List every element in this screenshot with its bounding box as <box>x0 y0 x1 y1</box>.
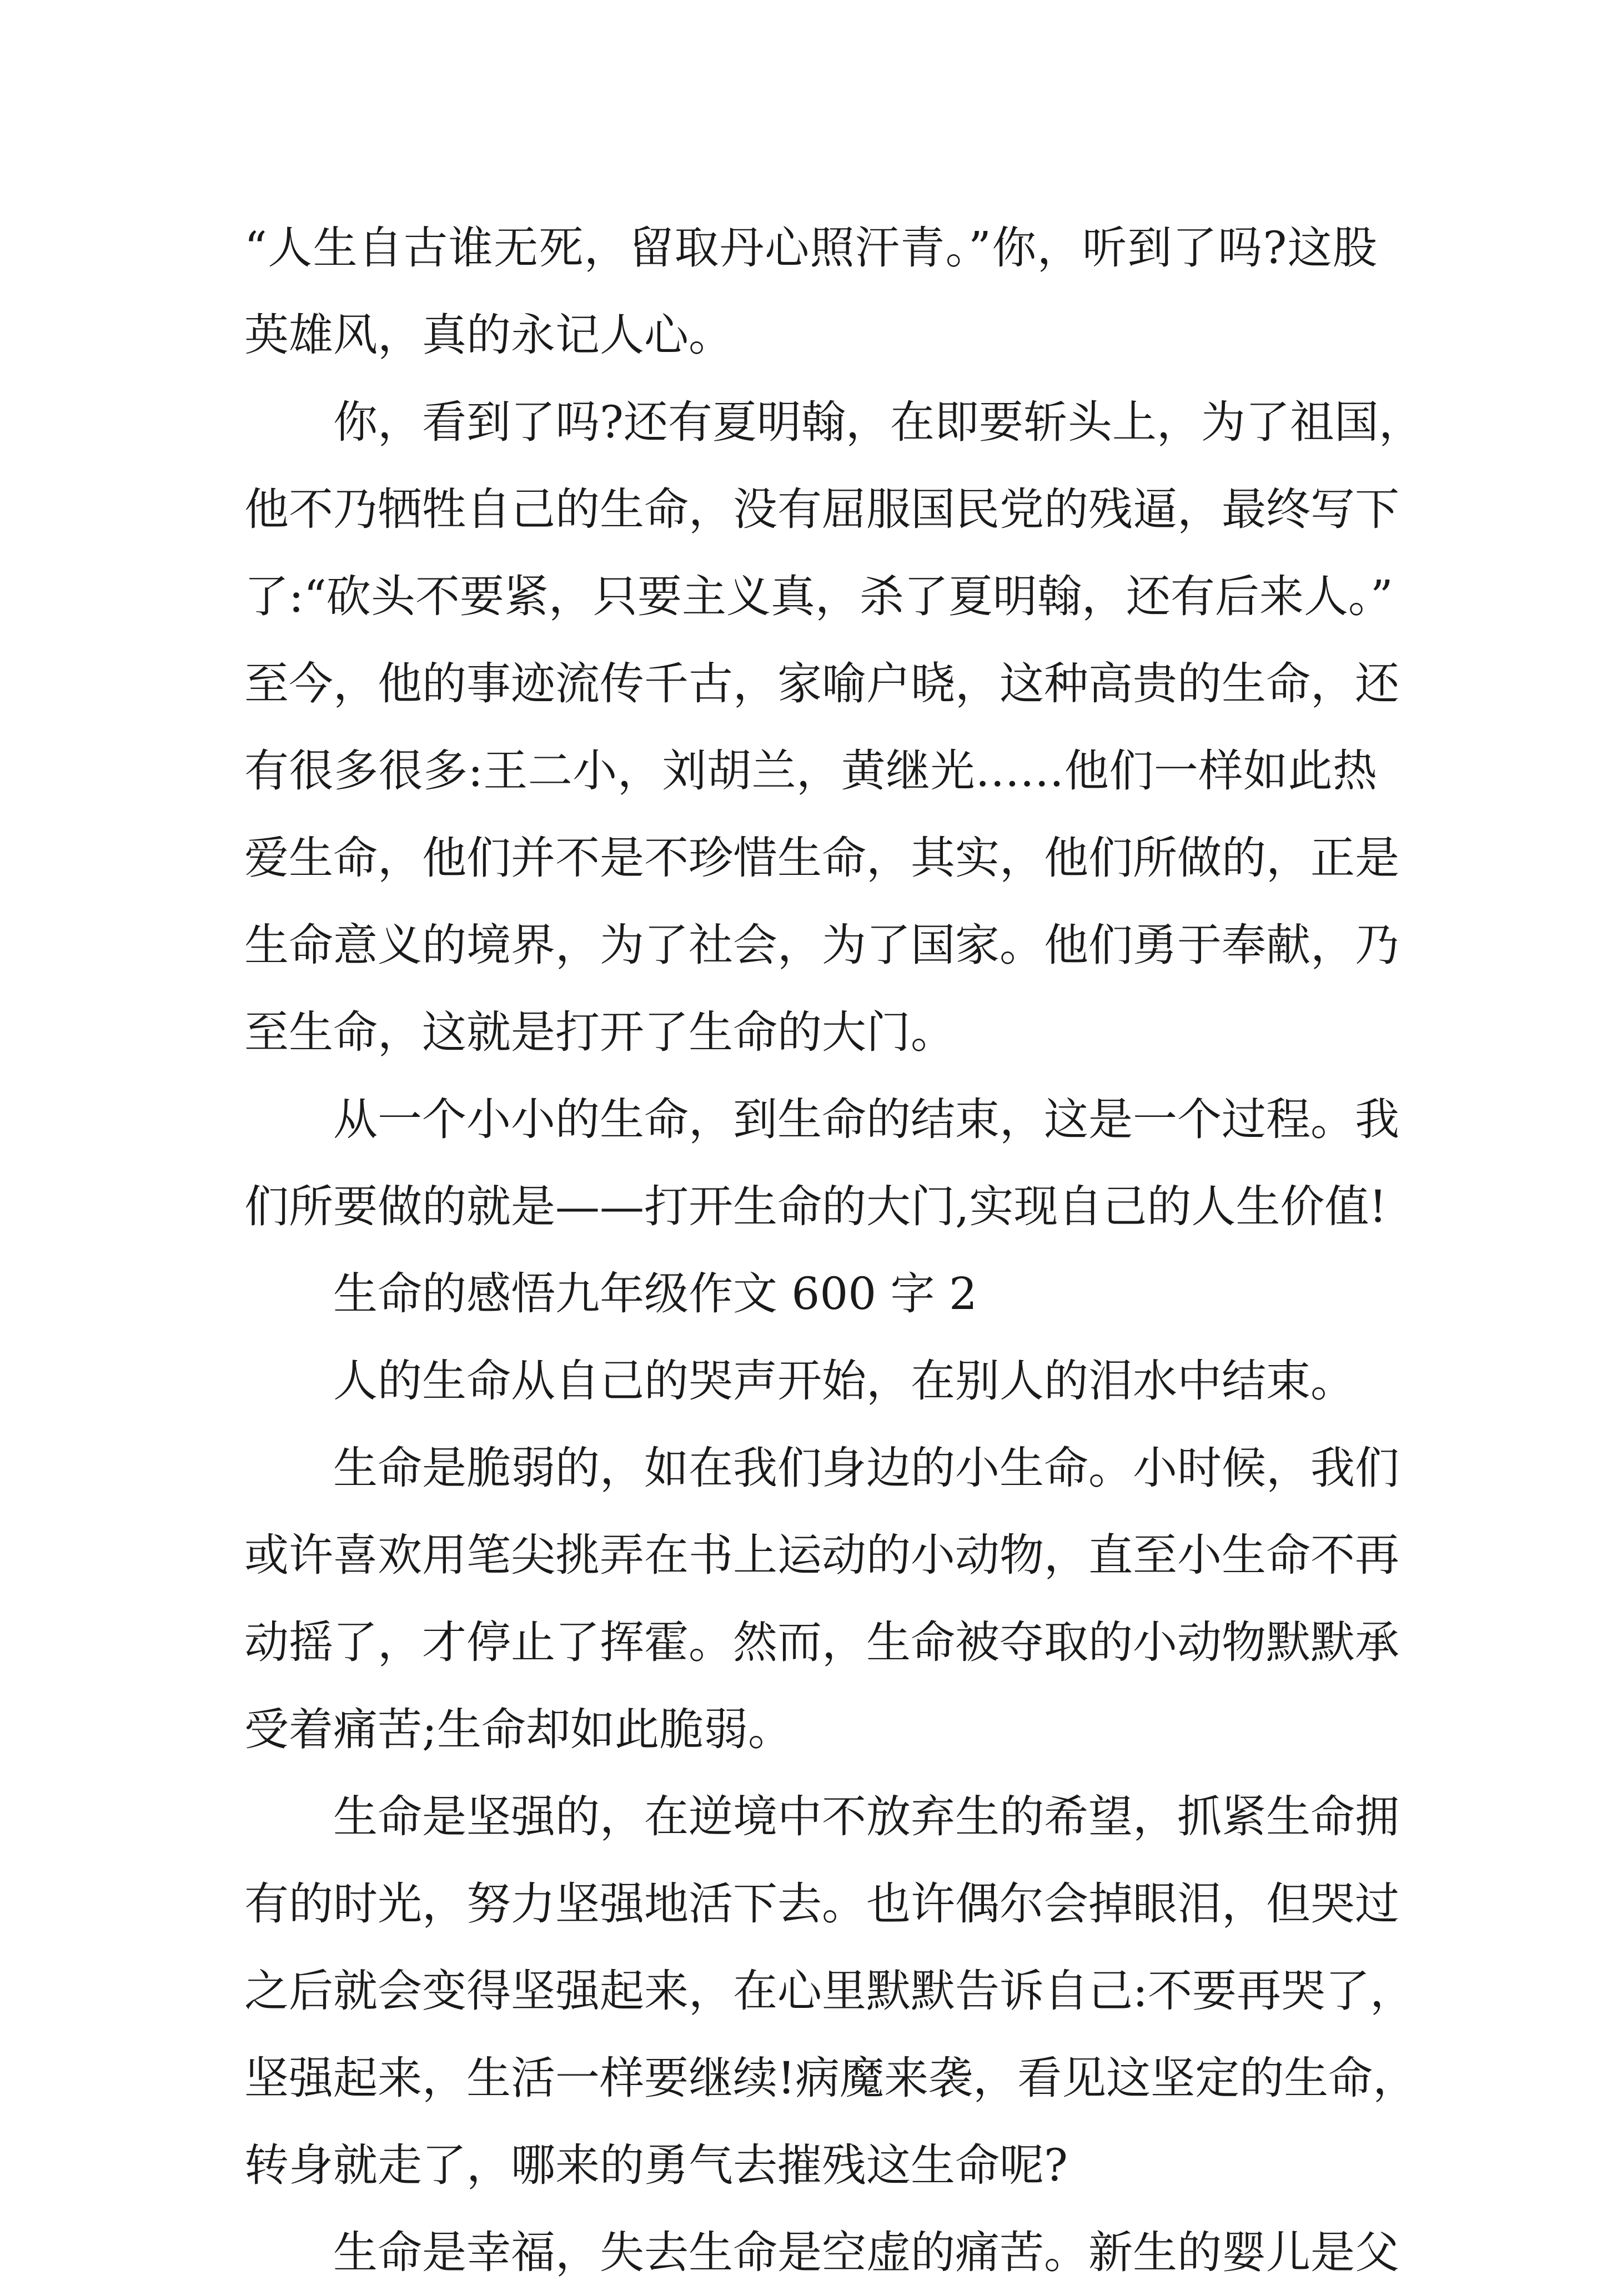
text-line: 有的时光，努力坚强地活下去。也许偶尔会掉眼泪，但哭过 <box>244 1878 1399 1930</box>
paragraph-start-line: 从一个小小的生命，到生命的结束，这是一个过程。我 <box>333 1094 1399 1145</box>
paragraph-start-line: 生命是幸福，失去生命是空虚的痛苦。新生的婴儿是父 <box>333 2227 1399 2278</box>
paragraph-start-line: 人的生命从自己的哭声开始，在别人的泪水中结束。 <box>333 1355 1355 1407</box>
paragraph-start-line: 你，看到了吗?还有夏明翰，在即要斩头上，为了祖国， <box>333 396 1423 448</box>
paragraph-start-line: 生命是脆弱的，如在我们身边的小生命。小时候，我们 <box>333 1442 1399 1494</box>
text-line: 生命意义的境界，为了社会，为了国家。他们勇于奉献，乃 <box>244 919 1399 971</box>
text-line: 转身就走了，哪来的勇气去摧残这生命呢? <box>244 2139 1068 2191</box>
text-line: 受着痛苦;生命却如此脆弱。 <box>244 1704 792 1755</box>
text-line: “人生自古谁无死，留取丹心照汗青。”你，听到了吗?这股 <box>244 222 1377 274</box>
text-line: 动摇了，才停止了挥霍。然而，生命被夺取的小动物默默承 <box>244 1617 1399 1668</box>
text-line: 坚强起来，生活一样要继续!病魔来袭，看见这坚定的生命， <box>244 2052 1418 2104</box>
text-line: 或许喜欢用笔尖挑弄在书上运动的小动物，直至小生命不再 <box>244 1529 1399 1581</box>
text-line: 至今，他的事迹流传千古，家喻户晓，这种高贵的生命，还 <box>244 658 1399 709</box>
paragraph-start-line: 生命是坚强的，在逆境中不放弃生的希望，抓紧生命拥 <box>333 1791 1399 1842</box>
document-body <box>244 204 1423 2296</box>
text-line: 们所要做的就是——打开生命的大门,实现自己的人生价值! <box>244 1181 1387 1232</box>
text-line: 爱生命，他们并不是不珍惜生命，其实，他们所做的，正是 <box>244 832 1399 884</box>
text-line: 英雄风，真的永记人心。 <box>244 309 733 361</box>
text-line: 了:“砍头不要紧，只要主义真，杀了夏明翰，还有后来人。” <box>244 571 1393 622</box>
text-line: 有很多很多:王二小，刘胡兰，黄继光……他们一样如此热 <box>244 745 1377 797</box>
text-line: 至生命，这就是打开了生命的大门。 <box>244 1006 955 1058</box>
text-line: 他不乃牺牲自己的生命，没有屈服国民党的残逼，最终写下 <box>244 484 1399 535</box>
section-heading: 生命的感悟九年级作文 600 字 2 <box>333 1268 977 1320</box>
text-line: 之后就会变得坚强起来，在心里默默告诉自己:不要再哭了， <box>244 1965 1414 2017</box>
